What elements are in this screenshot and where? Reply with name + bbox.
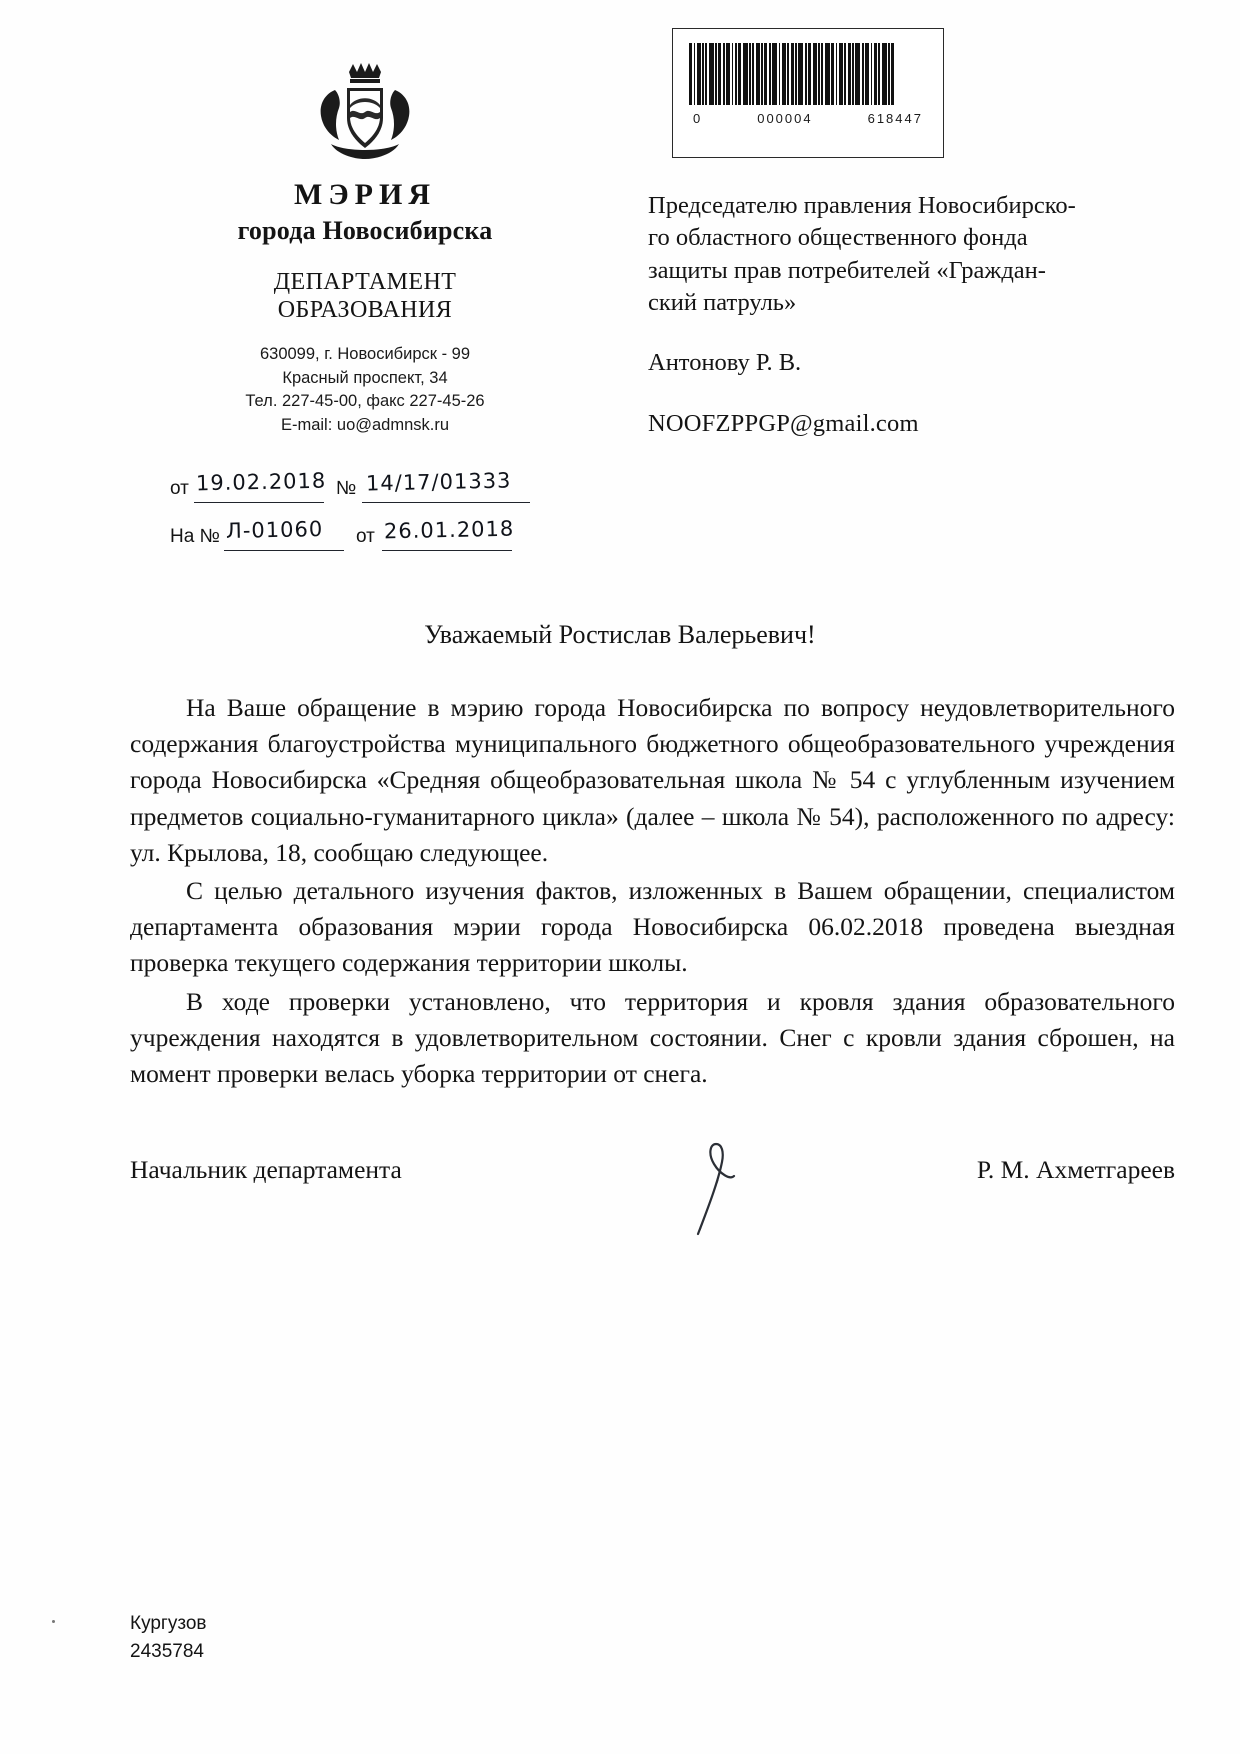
executor-name: Кургузов (130, 1613, 207, 1634)
registration-number-underline (362, 502, 530, 503)
letter-body (130, 690, 1175, 1092)
registration-reply-date-underline (382, 550, 512, 551)
registration-date-underline (194, 502, 324, 503)
salutation: Уважаемый Ростислав Валерьевич! (424, 620, 816, 649)
signer-position: Начальник департамента (130, 1155, 402, 1184)
signer-name: Р. М. Ахметгареев (976, 1155, 1175, 1184)
registration-number-value: 14/17/01333 (365, 468, 512, 496)
barcode-mid-digits: 000004 (757, 111, 813, 126)
addressee-line-4: ский патруль» (648, 288, 797, 316)
registration-from-label: от (170, 478, 189, 499)
organization-title: МЭРИЯ (294, 178, 436, 211)
department-line-2: ОБРАЗОВАНИЯ (277, 297, 453, 324)
department-line-1: ДЕПАРТАМЕНТ (273, 269, 457, 295)
addressee-line-2: го областного общественного фонда (648, 224, 1028, 252)
registration-reply-label: На № (170, 526, 220, 547)
executor-phone: 2435784 (130, 1640, 204, 1662)
contact-block (150, 343, 580, 439)
coat-of-arms-icon (305, 60, 425, 170)
barcode (672, 28, 944, 158)
addressee-block (648, 190, 1103, 440)
email-line: E-mail: uo@admnsk.ru (280, 416, 450, 435)
body-paragraph-3: В ходе проверки установлено, что территория и кровля здания образовательного учреждения находятся в удовлетворительном состоянии. Снег с кровли здания сброшен, на момент проверки велась уборка территории от снега. (130, 986, 1175, 1089)
address-line-1: 630099, г. Новосибирск - 99 (259, 344, 471, 363)
organization-city: города Новосибирска (237, 216, 493, 245)
addressee-name: Антонову Р. В. (648, 349, 802, 377)
signature-row (130, 1155, 1175, 1185)
handwritten-signature-icon (660, 1130, 780, 1240)
addressee-line-3: защиты прав потребителей «Граждан- (648, 256, 1046, 284)
registration-reply-underline (224, 550, 344, 551)
addressee-line-1: Председателю правления Новосибирско- (648, 192, 1076, 219)
registration-number-label: № (336, 478, 357, 499)
barcode-digits (689, 111, 927, 126)
registration-row-incoming (170, 518, 610, 566)
letterhead (150, 60, 580, 438)
registration-reply-from-label: от (356, 526, 375, 547)
registration-block (170, 470, 610, 566)
body-paragraph-2: С целью детального изучения фактов, изложенных в Вашем обращении, специалистом департамента образования мэрии города Новосибирска 06.02.2018 проведена выездная проверка текущего содержания территории школы. (130, 876, 1175, 978)
body-paragraph-1: На Ваше обращение в мэрию города Новосибирска по вопросу неудовлетворительного содержания благоустройства муниципального бюджетного общеобразовательного учреждения города Новосибирска «Средняя общеобразовательная школа № 54 с углубленным изучением предметов социально-гуманитарного цикла» (далее – школа № 54), расположенного по адресу: ул. Крылова, 18, сообщаю следующее. (130, 693, 1175, 867)
registration-reply-number: Л-01060 (225, 516, 324, 544)
barcode-right-digits: 618447 (867, 111, 923, 126)
page-edge-mark (52, 1620, 55, 1623)
addressee-email: NOOFZPPGP@gmail.com (648, 409, 919, 437)
barcode-left-digits: 0 (693, 111, 703, 126)
phone-line: Тел. 227-45-00, факс 227-45-26 (245, 392, 485, 411)
registration-date-value: 19.02.2018 (195, 468, 327, 496)
address-line-2: Красный проспект, 34 (282, 368, 448, 387)
executor-block (130, 1610, 207, 1665)
registration-row-outgoing (170, 470, 610, 518)
registration-reply-date: 26.01.2018 (383, 516, 515, 544)
barcode-bars (689, 43, 927, 105)
